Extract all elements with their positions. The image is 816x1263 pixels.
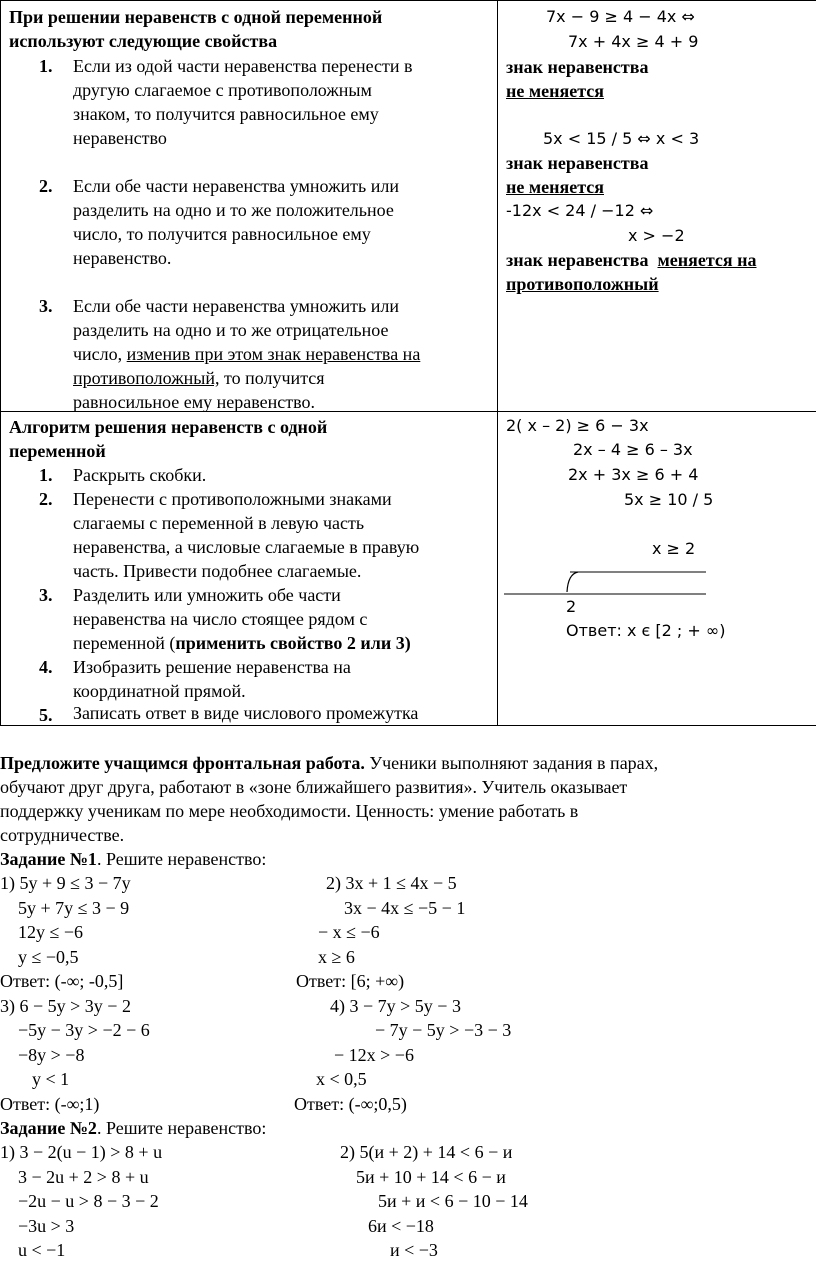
item-text: Если обе части неравенства умножить или bbox=[73, 176, 400, 196]
item-text: неравенство bbox=[73, 128, 167, 148]
sign-label-text: знак неравенства bbox=[506, 250, 649, 270]
task1-a-step: 1) 5y + 9 ≤ 3 − 7y bbox=[0, 873, 131, 893]
item-text: разделить на одно и то же отрицательное bbox=[73, 320, 389, 340]
item-text: знаком, то получится равносильное ему bbox=[73, 104, 379, 124]
item-text: разделить на одно и то же положительное bbox=[73, 200, 394, 220]
math-line: 2x – 4 ≥ 6 – 3x bbox=[573, 440, 693, 459]
math-line: 7x − 9 ≥ 4 − 4x ⇔ bbox=[546, 7, 695, 26]
task1-b-step: 2) 3x + 1 ≤ 4x − 5 bbox=[326, 873, 457, 893]
task1-a-step: 12y ≤ −6 bbox=[18, 922, 84, 942]
item-number: 1. bbox=[39, 56, 53, 76]
math-line: -12x < 24 / −12 ⇔ bbox=[506, 201, 654, 220]
intro-line: сотрудничестве. bbox=[0, 825, 125, 845]
task1-c-answer: Ответ: (-∞;1) bbox=[0, 1094, 100, 1114]
step-text-bold: применить свойство 2 или 3) bbox=[175, 633, 411, 653]
item-text bbox=[73, 342, 420, 366]
task1-a-step: 5y + 7y ≤ 3 − 9 bbox=[18, 898, 130, 918]
task2-b-step: 5и + 10 + 14 < 6 − и bbox=[356, 1167, 506, 1187]
step-text: координатной прямой. bbox=[73, 681, 246, 701]
item-text: Если из одой части неравенства перенести в bbox=[73, 56, 413, 76]
task2-b-step: и < −3 bbox=[390, 1240, 438, 1260]
step-text-part: переменной ( bbox=[73, 633, 176, 653]
step-number: 5. bbox=[39, 705, 53, 725]
worked-example-cell bbox=[498, 412, 816, 726]
item-text-part: число, bbox=[73, 344, 127, 364]
sign-status: противоположный bbox=[506, 274, 659, 294]
algorithm-cell bbox=[1, 412, 498, 726]
task1-d-answer: Ответ: (-∞;0,5) bbox=[294, 1094, 407, 1114]
task1-a-step: y ≤ −0,5 bbox=[18, 947, 79, 967]
step-number: 4. bbox=[39, 657, 53, 677]
intro-rest: Ученики выполняют задания в парах, bbox=[364, 753, 659, 773]
task1-d-step: − 12x > −6 bbox=[334, 1045, 414, 1065]
task1-b-step: − x ≤ −6 bbox=[318, 922, 380, 942]
step-text: неравенства, а числовые слагаемые в правую bbox=[73, 537, 420, 557]
sign-label bbox=[506, 248, 757, 272]
step-text: Записать ответ в виде числового промежутка bbox=[73, 703, 419, 723]
item-text-part: то получится bbox=[219, 368, 325, 388]
algorithm-heading-cont: переменной bbox=[9, 441, 106, 461]
sign-status: меняется на bbox=[657, 250, 757, 270]
intro-bold: Предложите учащимся фронтальная работа. bbox=[0, 753, 365, 773]
item-text bbox=[73, 366, 325, 390]
examples-cell bbox=[498, 1, 816, 412]
task2-b-step: 2) 5(и + 2) + 14 < 6 − и bbox=[340, 1142, 513, 1162]
task2-a-step: −3u > 3 bbox=[18, 1216, 75, 1236]
step-text: слагаемы с переменной в левую часть bbox=[73, 513, 365, 533]
task-label: Задание №1 bbox=[0, 849, 97, 869]
algorithm-heading: Алгоритм решения неравенств с одной bbox=[9, 417, 328, 437]
task1-d-step: x < 0,5 bbox=[316, 1069, 367, 1089]
task1-b-step: x ≥ 6 bbox=[318, 947, 355, 967]
point-label: 2 bbox=[566, 597, 577, 616]
step-text: Раскрыть скобки. bbox=[73, 465, 207, 485]
task2-a-step: 1) 3 − 2(u − 1) > 8 + u bbox=[0, 1142, 163, 1162]
task-heading bbox=[0, 1116, 266, 1141]
intro-line: обучают друг друга, работают в «зоне ближайшего развития». Учитель оказывает bbox=[0, 777, 628, 797]
sign-label: знак неравенства bbox=[506, 57, 649, 77]
sign-status: не меняется bbox=[506, 81, 604, 101]
underlined-phrase: изменив при этом знак неравенства на bbox=[126, 344, 421, 364]
number-line bbox=[498, 562, 816, 612]
task-label: Задание №2 bbox=[0, 1118, 97, 1138]
task2-a-step: 3 − 2u + 2 > 8 + u bbox=[18, 1167, 149, 1187]
step-number: 2. bbox=[39, 489, 53, 509]
properties-cell bbox=[1, 1, 498, 412]
item-text: равносильное ему неравенство. bbox=[73, 392, 315, 412]
properties-heading-cont: используют следующие свойства bbox=[9, 31, 278, 51]
item-text: число, то получится равносильное ему bbox=[73, 224, 371, 244]
step-text: Перенести с противоположными знаками bbox=[73, 489, 392, 509]
item-text: Если обе части неравенства умножить или bbox=[73, 296, 400, 316]
task2-b-step: 6и < −18 bbox=[368, 1216, 434, 1236]
step-number: 3. bbox=[39, 585, 53, 605]
math-line: x ≥ 2 bbox=[652, 539, 696, 558]
sign-status: не меняется bbox=[506, 177, 604, 197]
task-instruction: . Решите неравенство: bbox=[96, 849, 267, 869]
step-text bbox=[73, 631, 411, 655]
step-text: часть. Привести подобнее слагаемые. bbox=[73, 561, 362, 581]
task-heading bbox=[0, 847, 266, 872]
task2-a-step: u < −1 bbox=[18, 1240, 66, 1260]
math-line: 5x < 15 / 5 ⇔ x < 3 bbox=[543, 129, 700, 148]
task1-c-step: −5y − 3y > −2 − 6 bbox=[18, 1020, 150, 1040]
task2-b-step: 5и + и < 6 − 10 − 14 bbox=[378, 1191, 528, 1211]
closed-bracket bbox=[567, 572, 578, 592]
properties-heading: При решении неравенств с одной переменной bbox=[9, 7, 383, 27]
task1-d-step: − 7y − 5y > −3 − 3 bbox=[375, 1020, 512, 1040]
item-number: 2. bbox=[39, 176, 53, 196]
step-number: 1. bbox=[39, 465, 53, 485]
task1-c-step: y < 1 bbox=[32, 1069, 70, 1089]
math-line: 2x + 3x ≥ 6 + 4 bbox=[568, 465, 699, 484]
sign-label: знак неравенства bbox=[506, 153, 649, 173]
task1-b-answer: Ответ: [6; +∞) bbox=[296, 971, 405, 991]
step-text: неравенства на число стоящее рядом с bbox=[73, 609, 368, 629]
underlined-phrase: противоположный, bbox=[73, 368, 220, 388]
math-line: 5x ≥ 10 / 5 bbox=[624, 490, 714, 509]
intro-line bbox=[0, 751, 658, 776]
item-number: 3. bbox=[39, 296, 53, 316]
task1-d-step: 4) 3 − 7y > 5y − 3 bbox=[330, 996, 461, 1016]
step-text: Изобразить решение неравенства на bbox=[73, 657, 351, 677]
step-text: Разделить или умножить обе части bbox=[73, 585, 341, 605]
intro-line: поддержку ученикам по мере необходимости. Ценность: умение работать в bbox=[0, 801, 579, 821]
task2-a-step: −2u − u > 8 − 3 − 2 bbox=[18, 1191, 159, 1211]
item-text: неравенство. bbox=[73, 248, 172, 268]
answer-text: Ответ: x є [2 ; + ∞) bbox=[566, 621, 726, 640]
task1-a-answer: Ответ: (-∞; -0,5] bbox=[0, 971, 124, 991]
math-line: 7x + 4x ≥ 4 + 9 bbox=[568, 32, 699, 51]
task1-b-step: 3x − 4x ≤ −5 − 1 bbox=[344, 898, 466, 918]
task1-c-step: 3) 6 − 5y > 3y − 2 bbox=[0, 996, 131, 1016]
task-instruction: . Решите неравенство: bbox=[96, 1118, 267, 1138]
math-line: x > −2 bbox=[628, 226, 685, 245]
math-line: 2( x – 2) ≥ 6 − 3x bbox=[506, 416, 649, 435]
task1-c-step: −8y > −8 bbox=[18, 1045, 85, 1065]
item-text: другую слагаемое с противоположным bbox=[73, 80, 372, 100]
